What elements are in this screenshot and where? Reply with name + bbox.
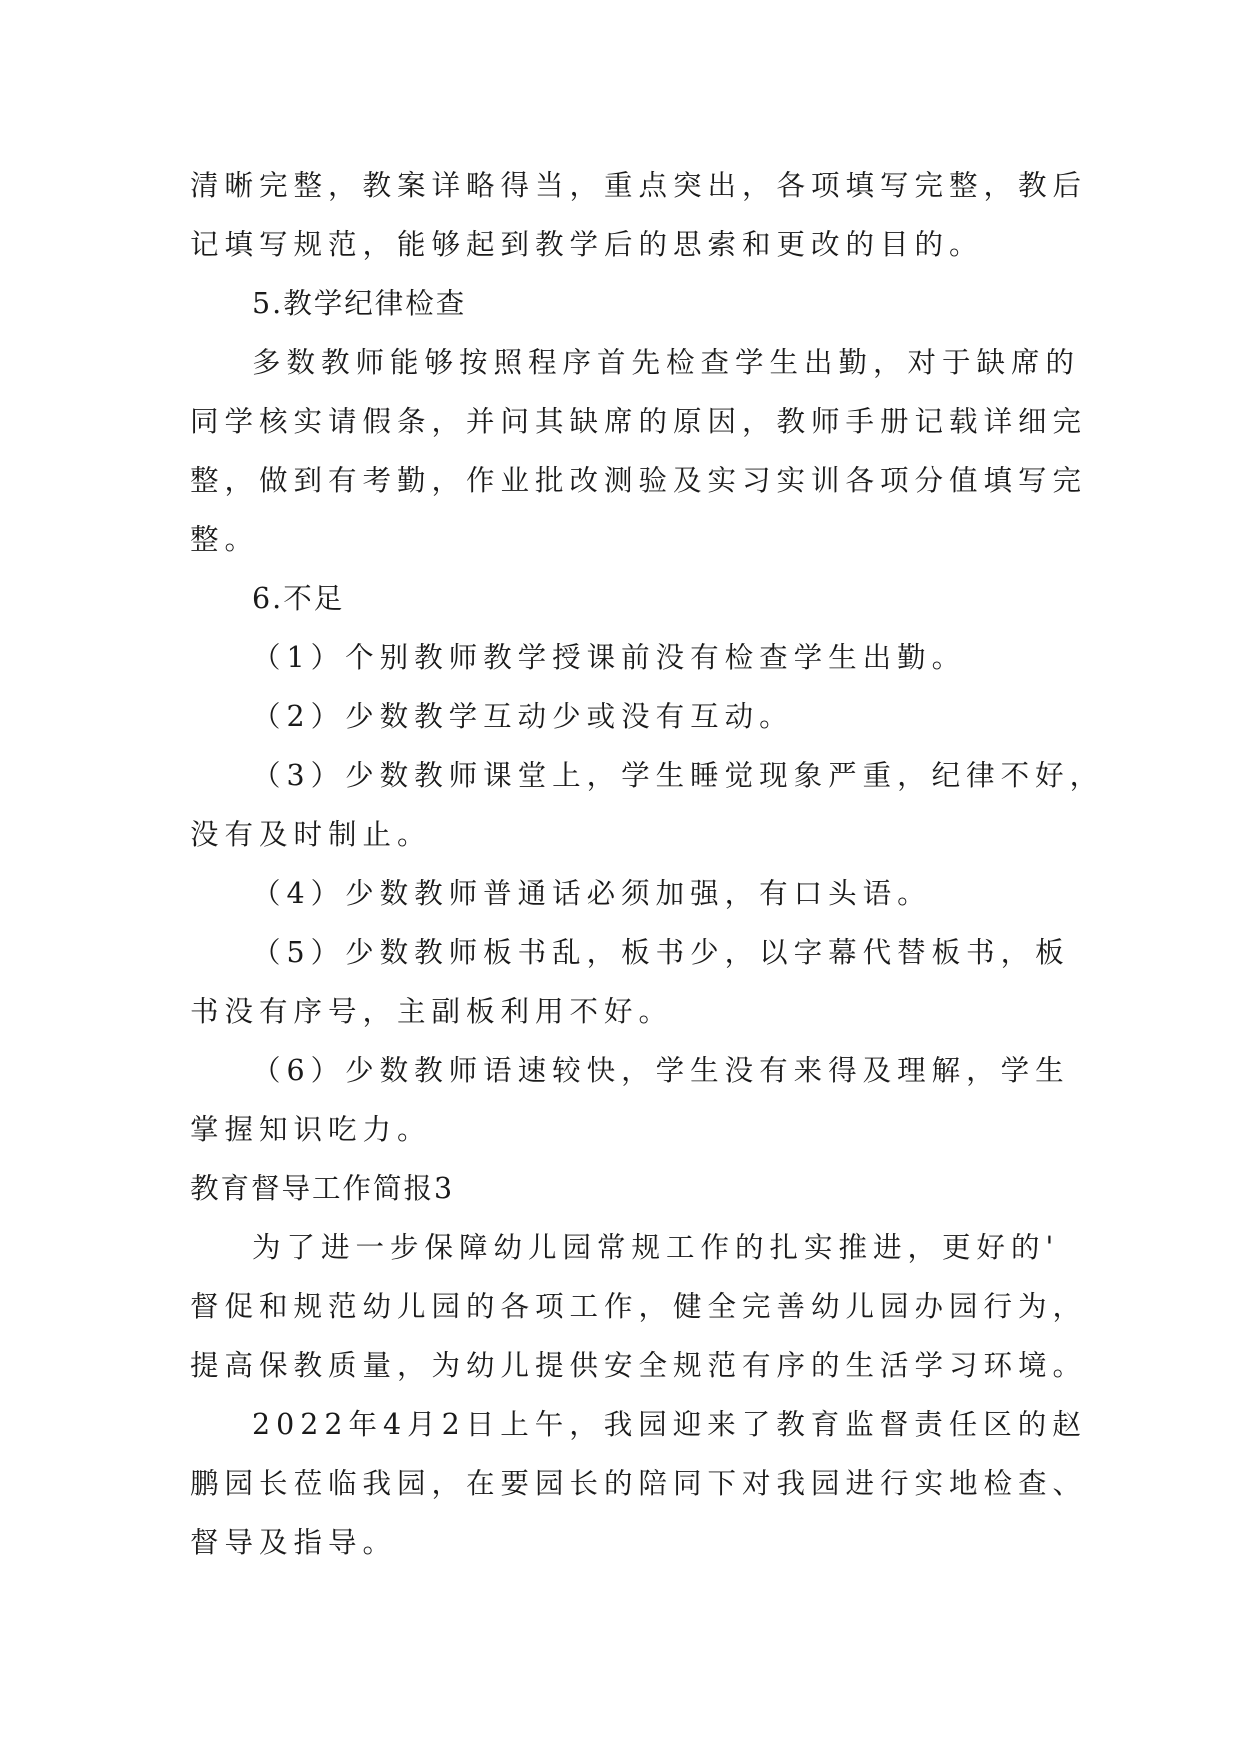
paragraph-lesson-plan-continued bbox=[190, 156, 1088, 274]
text-line: 整，做到有考勤，作业批改测验及实习实训各项分值填写完 bbox=[190, 464, 1088, 497]
text-line: 多数教师能够按照程序首先检查学生出勤，对于缺席的 bbox=[252, 346, 1081, 379]
list-item-shortcoming-1 bbox=[190, 628, 1050, 687]
list-item-shortcoming-6 bbox=[190, 1041, 1070, 1159]
list-item-shortcoming-5 bbox=[190, 923, 1070, 1041]
text-line: 鹏园长莅临我园，在要园长的陪同下对我园进行实地检查、 bbox=[190, 1467, 1088, 1500]
list-item-shortcoming-4 bbox=[190, 864, 1050, 923]
text-line: （5）少数教师板书乱，板书少，以字幕代替板书，板 bbox=[252, 936, 1070, 969]
text-line: 2022年4月2日上午，我园迎来了教育监督责任区的赵 bbox=[252, 1408, 1087, 1441]
text-line: 提高保教质量，为幼儿提供安全规范有序的生活学习环境。 bbox=[190, 1349, 1088, 1382]
text-line: 整。 bbox=[190, 523, 260, 556]
paragraph-inspection-visit bbox=[190, 1395, 1088, 1572]
list-item-shortcoming-3 bbox=[190, 746, 1105, 864]
text-line: （6）少数教师语速较快，学生没有来得及理解，学生 bbox=[252, 1054, 1070, 1087]
text-line: 为了进一步保障幼儿园常规工作的扎实推进，更好的' bbox=[252, 1231, 1060, 1264]
report-title: 教育督导工作简报3 bbox=[190, 1172, 455, 1205]
text-line: 督导及指导。 bbox=[190, 1526, 398, 1559]
text-line: （3）少数教师课堂上，学生睡觉现象严重，纪律不好， bbox=[252, 759, 1105, 792]
report-title-3 bbox=[190, 1159, 1050, 1218]
paragraph-discipline-check bbox=[190, 333, 1088, 569]
section-heading-teaching-discipline bbox=[190, 274, 1050, 333]
text-line: 没有及时制止。 bbox=[190, 818, 432, 851]
text-line: （4）少数教师普通话必须加强，有口头语。 bbox=[252, 877, 932, 910]
text-line: 掌握知识吃力。 bbox=[190, 1113, 432, 1146]
text-line: 书没有序号，主副板利用不好。 bbox=[190, 995, 674, 1028]
text-line: （2）少数教学互动少或没有互动。 bbox=[252, 700, 794, 733]
text-line: 清晰完整，教案详略得当，重点突出，各项填写完整，教后 bbox=[190, 169, 1088, 202]
text-line: 记填写规范，能够起到教学后的思索和更改的目的。 bbox=[190, 228, 984, 261]
document-body bbox=[190, 156, 1105, 1572]
text-line: （1）个别教师教学授课前没有检查学生出勤。 bbox=[252, 641, 967, 674]
text-line: 督促和规范幼儿园的各项工作，健全完善幼儿园办园行为， bbox=[190, 1290, 1088, 1323]
text-line: 同学核实请假条，并问其缺席的原因，教师手册记载详细完 bbox=[190, 405, 1088, 438]
paragraph-kindergarten-purpose bbox=[190, 1218, 1088, 1395]
list-item-shortcoming-2 bbox=[190, 687, 1050, 746]
section-heading: 6.不足 bbox=[252, 582, 345, 615]
section-heading-shortcomings bbox=[190, 569, 1050, 628]
section-heading: 5.教学纪律检查 bbox=[252, 287, 467, 320]
